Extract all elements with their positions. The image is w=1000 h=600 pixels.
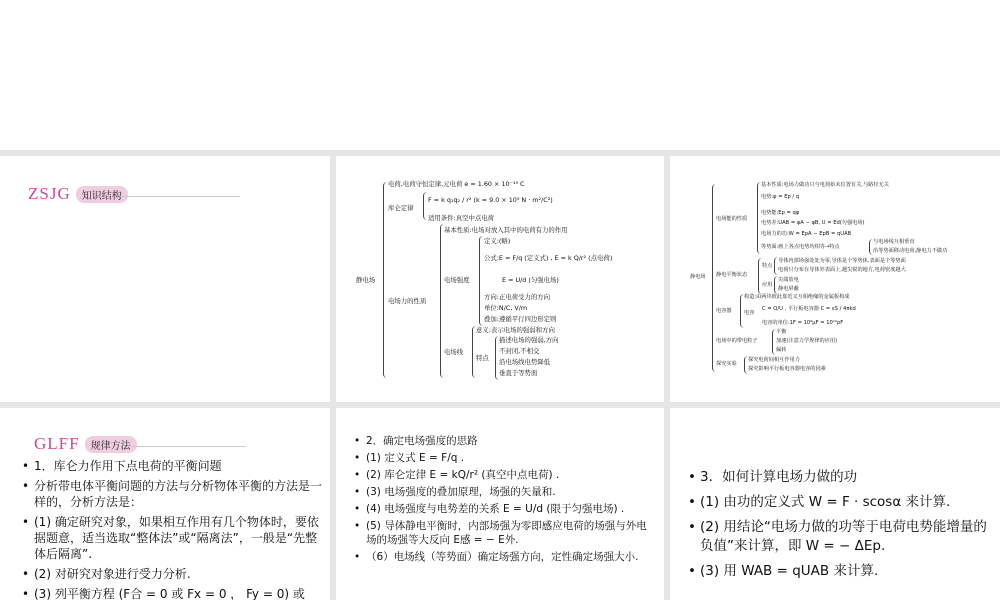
slide-concept-map-field-force[interactable] — [336, 156, 664, 402]
tree-node: 电荷只分布在导体外表面上,越尖锐的地方,电荷密度越大 — [778, 267, 906, 273]
tree-node: 平衡 — [776, 329, 787, 335]
list-item: • 2．确定电场强度的思路 — [354, 434, 654, 448]
tree-node: 应用 — [762, 282, 773, 288]
slide-field-strength-methods[interactable] — [336, 408, 664, 600]
tree-node: 电场能的性质 — [716, 216, 748, 222]
tree-node: 描述电场的强弱,方向 — [499, 336, 559, 344]
section-label: 规律方法 — [85, 436, 137, 453]
list-item: • (2) 对研究对象进行受力分析. — [22, 566, 322, 582]
tree-node: 适用条件:真空中点电荷 — [428, 214, 495, 222]
method-list — [22, 458, 322, 600]
tree-node: 特点 — [476, 354, 489, 362]
list-item: • (3) 用 WAB = qUAB 来计算. — [688, 562, 988, 581]
tree-node: 探究电荷间相互作用力 — [748, 357, 800, 363]
section-label: 知识结构 — [76, 186, 128, 203]
tree-node: 探究实验 — [716, 361, 737, 367]
concept-tree — [336, 156, 664, 402]
tree-node: 探究影响平行板电容器电容的因素 — [748, 366, 826, 372]
tree-node: 静电平衡状态 — [716, 272, 748, 278]
tree-node: 单位:N/C, V/m — [484, 304, 528, 312]
list-item: • 分析带电体平衡问题的方法与分析物体平衡的方法是一样的，分析方法是： — [22, 478, 322, 510]
method-list — [688, 468, 988, 587]
tree-node: 电容器 — [716, 308, 732, 314]
section-header — [34, 434, 137, 454]
tree-node: 电场力的性质 — [388, 297, 427, 305]
tree-node: 导体内部场强处处为零,导体是个等势体,表面是个等势面 — [778, 258, 906, 264]
tree-node: 加速(注意力学规律的应用) — [776, 338, 838, 344]
tree-node: 电场线 — [444, 348, 464, 356]
tree-root: 静电场 — [690, 274, 706, 280]
tree-node: 垂直于等势面 — [499, 369, 538, 377]
list-item: • (3) 电场强度的叠加原理，场强的矢量和. — [354, 485, 654, 499]
tree-node: E = U/d (匀强电场) — [502, 276, 559, 284]
tree-node: 偏转 — [776, 347, 787, 353]
tree-bracket — [383, 182, 387, 378]
tree-node: 电势能:Ep = qφ — [761, 210, 800, 216]
tree-node: 特点 — [762, 263, 773, 269]
tree-root: 静电场 — [356, 276, 376, 284]
tree-node: 电场强度 — [444, 276, 470, 284]
tree-node: 定义:(略) — [484, 237, 511, 245]
slide-concept-map-field-energy[interactable] — [670, 156, 1000, 402]
tree-node: 尖端放电 — [778, 277, 799, 283]
slide-methods[interactable] — [0, 408, 330, 600]
tree-node: 基本性质:电场对放入其中的电荷有力的作用 — [444, 226, 568, 234]
list-item: • (1) 确定研究对象，如果相互作用有几个物体时，要依据题意，适当选取“整体法”或“隔离法”，一般是“先整体后隔离”. — [22, 514, 322, 562]
list-item: • 1．库仑力作用下点电荷的平衡问题 — [22, 458, 322, 474]
tree-node: 叠加:遵循平行四边形定则 — [484, 315, 557, 323]
section-header — [28, 184, 128, 204]
tree-node: 电容的单位:1F = 10⁶μF = 10¹²pF — [762, 320, 844, 326]
tree-node: 沿等势面移动电荷,静电力不做功 — [873, 248, 948, 254]
tree-bracket — [423, 192, 427, 220]
list-item: • (1) 定义式 E = F/q . — [354, 451, 654, 465]
tree-node: 方向:正电荷受力的方向 — [484, 293, 551, 301]
list-item: • (4) 电场强度与电势差的关系 E = U/d (限于匀强电场) . — [354, 502, 654, 516]
tree-node: 电容 — [744, 310, 755, 316]
tree-node: 与电场线互相垂直 — [873, 239, 915, 245]
tree-node: 构造:由两块彼此靠近又互相绝缘的金属板构成 — [744, 294, 850, 300]
list-item: • (3) 列平衡方程 (F合 = 0 或 Fx = 0 ， Fy = 0) 或 — [22, 586, 322, 600]
header-divider — [130, 446, 246, 447]
tree-bracket — [479, 236, 483, 326]
tree-node: 意义:表示电场的强弱和方向 — [476, 326, 555, 334]
tree-node: 电荷,电荷守恒定律,元电荷 e = 1.60 × 10⁻¹⁹ C — [388, 180, 525, 188]
section-code: GLFF — [34, 434, 80, 453]
list-item: • (5) 导体静电平衡时，内部场强为零即感应电荷的场强与外电场的场强等大反向 E感 = − E外. — [354, 519, 654, 547]
concept-tree — [670, 156, 1000, 402]
list-item: • 3．如何计算电场力做的功 — [688, 468, 988, 487]
tree-node: 不封闭,不相交 — [499, 347, 540, 355]
tree-node: 电势:φ = Ep / q — [761, 194, 800, 200]
header-divider — [120, 196, 240, 197]
tree-node: 沿电场线电势降低 — [499, 358, 551, 366]
method-list — [354, 434, 654, 567]
section-code: ZSJG — [28, 184, 71, 203]
top-blank-area — [0, 0, 1000, 150]
tree-node: 库仑定律 — [388, 204, 414, 212]
tree-node: 电场力的功:W = EpA − EpB = qUAB — [761, 231, 852, 237]
tree-node: C = Q/U , 平行板电容器 C = εS / 4πkd — [762, 306, 856, 312]
list-item: • (1) 由功的定义式 W = F · scosα 来计算. — [688, 493, 988, 512]
list-item: • （6）电场线（等势面）确定场强方向，定性确定场强大小. — [354, 550, 654, 564]
list-item: • (2) 库仑定律 E = kQ/r² (真空中点电荷) . — [354, 468, 654, 482]
tree-node: 电场中的带电粒子 — [716, 338, 758, 344]
tree-node: 静电屏蔽 — [778, 286, 799, 292]
tree-node: 基本性质:电场力做功只与电荷始末位置有关,与路径无关 — [761, 182, 889, 188]
tree-node: 公式:E = F/q (定义式) , E = k Q/r² (点电荷) — [484, 254, 613, 262]
slide-knowledge-structure-title[interactable] — [0, 156, 330, 402]
list-item: • (2) 用结论“电场力做的功等于电荷电势能增量的负值”来计算，即 W = − ΔEp. — [688, 518, 988, 556]
tree-node: 等势面:画上各点电势均相等→特点 — [761, 244, 840, 250]
slide-work-by-field-force[interactable] — [670, 408, 1000, 600]
tree-node: F = k q₁q₂ / r² (k = 9.0 × 10⁹ N · m²/C²) — [428, 196, 553, 204]
tree-node: 电势差:UAB = φA − φB, U = Ed(匀强电场) — [761, 220, 865, 226]
